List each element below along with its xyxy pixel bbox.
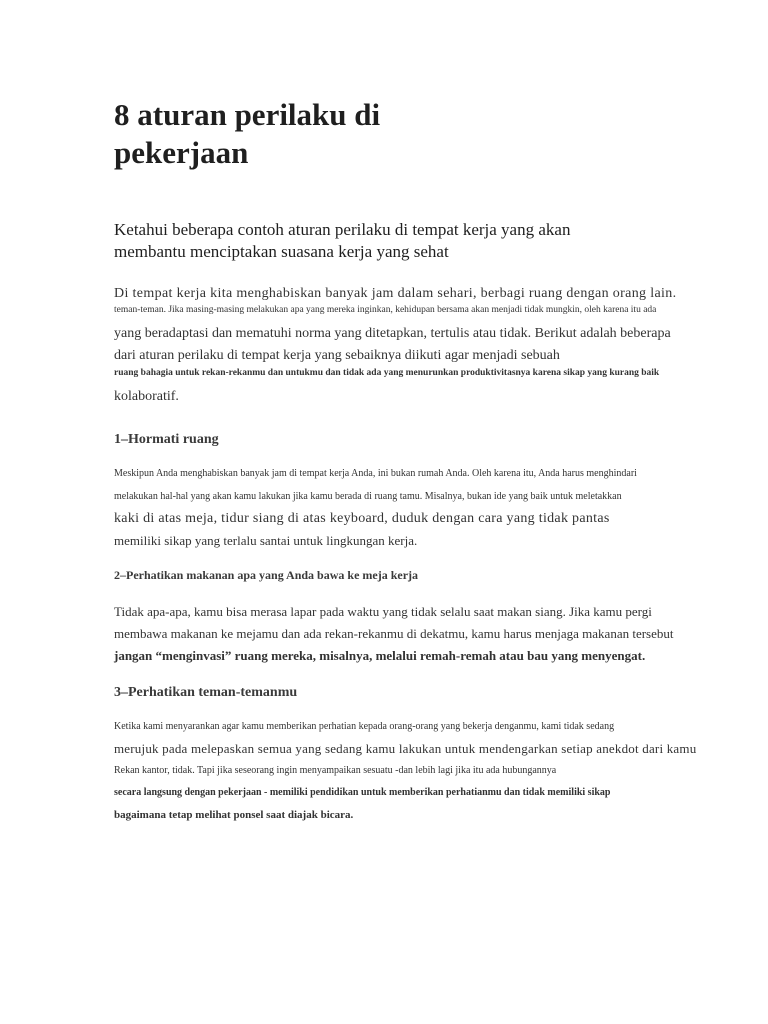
document-page (114, 96, 736, 826)
intro-line: dari aturan perilaku di tempat kerja yang sebaiknya diikuti agar menjadi sebuah (114, 348, 560, 363)
document-title: 8 aturan perilaku di pekerjaan (114, 97, 381, 170)
section-body (114, 601, 736, 667)
section-line: memiliki sikap yang terlalu santai untuk lingkungan kerja. (114, 533, 418, 548)
section-line: membawa makanan ke mejamu dan ada rekan-rekanmu di dekatmu, kamu harus menjaga makanan tersebut (114, 626, 674, 641)
intro-line: yang beradaptasi dan mematuhi norma yang ditetapkan, tertulis atau tidak. Berikut adalah beberapa (114, 326, 671, 341)
section-line: secara langsung dengan pekerjaan - memiliki pendidikan untuk memberikan perhatianmu dan tidak memiliki sikap (114, 787, 611, 798)
section-line: jangan “menginvasi” ruang mereka, misalnya, melalui remah-remah atau bau yang menyengat. (114, 648, 646, 663)
section-heading: 2–Perhatikan makanan apa yang Anda bawa ke meja kerja (114, 568, 419, 582)
intro-line: ruang bahagia untuk rekan-rekanmu dan untukmu dan tidak ada yang menurunkan produktivitasnya karena sikap yang kurang baik (114, 368, 660, 378)
section-line: Rekan kantor, tidak. Tapi jika seseorang ingin menyampaikan sesuatu -dan lebih lagi jika itu ada hubungannya (114, 765, 557, 776)
section-line: Ketika kami menyarankan agar kamu memberikan perhatian kepada orang-orang yang bekerja denganmu, kami tidak sedang (114, 721, 615, 732)
section-line: Meskipun Anda menghabiskan banyak jam di tempat kerja Anda, ini bukan rumah Anda. Oleh karena itu, Anda harus menghindari (114, 468, 637, 479)
section-body (114, 716, 736, 826)
section-line: melakukan hal-hal yang akan kamu lakukan jika kamu berada di ruang tamu. Misalnya, bukan ide yang baik untuk meletakkan (114, 491, 622, 502)
section-line: bagaimana tetap melihat ponsel saat diajak bicara. (114, 809, 354, 821)
document-subtitle: Ketahui beberapa contoh aturan perilaku di tempat kerja yang akan membantu menciptakan suasana kerja yang sehat (114, 220, 571, 261)
intro-paragraph (114, 283, 736, 408)
intro-line: Di tempat kerja kita menghabiskan banyak jam dalam sehari, berbagi ruang dengan orang lain. (114, 286, 677, 301)
section-line: merujuk pada melepaskan semua yang sedang kamu lakukan untuk mendengarkan setiap anekdot dari kamu (114, 741, 697, 756)
section-heading: 1–Hormati ruang (114, 432, 219, 447)
intro-line: teman-teman. Jika masing-masing melakukan apa yang mereka inginkan, kehidupan bersama akan menjadi tidak mungkin, oleh karena itu ada (114, 305, 657, 315)
section-heading: 3–Perhatikan teman-temanmu (114, 685, 298, 700)
section-line: kaki di atas meja, tidur siang di atas keyboard, duduk dengan cara yang tidak pantas (114, 511, 610, 526)
intro-line: kolaboratif. (114, 389, 179, 404)
section-line: Tidak apa-apa, kamu bisa merasa lapar pada waktu yang tidak selalu saat makan siang. Jika kamu pergi (114, 604, 652, 619)
section-body (114, 463, 736, 552)
